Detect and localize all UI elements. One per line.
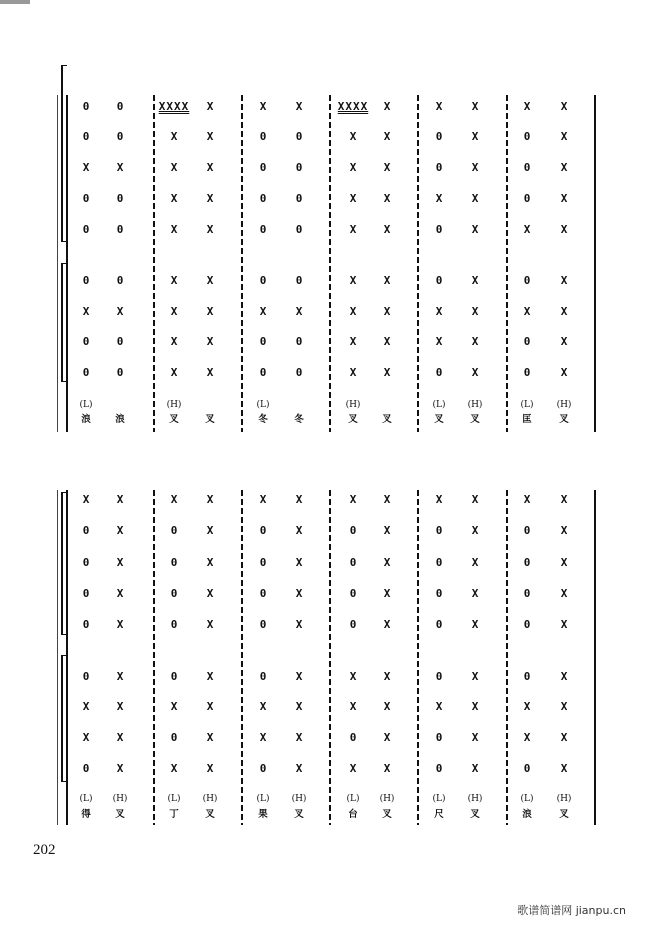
note: X [471,618,479,631]
hand-marker: (L) [167,794,181,804]
percussion-syllable: 叉 [382,809,392,820]
note: X [295,524,303,537]
note: 0 [259,130,267,143]
percussion-syllable: 叉 [559,414,569,425]
barline [594,95,596,432]
note: 0 [523,274,531,287]
note: 0 [295,366,303,379]
hand-marker: (H) [202,794,218,804]
barline [506,490,508,825]
note: 0 [435,670,443,683]
note: 0 [116,192,124,205]
note: 0 [295,274,303,287]
note: X [560,524,568,537]
note: 0 [435,731,443,744]
note: 0 [259,161,267,174]
barline [241,95,243,432]
percussion-syllable: 叉 [294,809,304,820]
hand-marker: (H) [166,400,182,410]
note: 0 [82,556,90,569]
barline [329,490,331,825]
note: X [560,223,568,236]
note: 0 [82,223,90,236]
hand-marker: (H) [556,794,572,804]
note: X [259,305,267,318]
note: X [435,100,443,113]
note: X [206,700,214,713]
hand-marker: (L) [256,400,270,410]
scan-edge-mark [0,0,30,4]
note: X [383,731,391,744]
note: X [170,130,178,143]
note: X [349,274,357,287]
note: X [116,618,124,631]
note: 0 [116,335,124,348]
beamed-note-group: XXXX [337,100,369,113]
note: X [170,305,178,318]
note: X [435,335,443,348]
note: 0 [259,524,267,537]
note: 0 [349,524,357,537]
note: X [116,161,124,174]
note: 0 [435,161,443,174]
note: X [206,556,214,569]
note: 0 [82,274,90,287]
note: X [206,223,214,236]
note: X [170,223,178,236]
note: 0 [523,762,531,775]
note: 0 [295,223,303,236]
note: X [116,762,124,775]
hand-marker: (H) [291,794,307,804]
hand-marker: (H) [379,794,395,804]
note: X [560,192,568,205]
barline [329,95,331,432]
note: X [295,618,303,631]
percussion-syllable: 叉 [434,414,444,425]
note: 0 [523,335,531,348]
note: 0 [259,587,267,600]
note: 0 [523,161,531,174]
note: X [523,700,531,713]
note: X [206,335,214,348]
note: X [206,587,214,600]
note: X [383,161,391,174]
note: X [523,305,531,318]
note: 0 [82,192,90,205]
note: X [206,100,214,113]
note: 0 [349,587,357,600]
note: X [116,587,124,600]
note: X [383,130,391,143]
note: 0 [523,618,531,631]
hand-marker: (L) [432,400,446,410]
page-number: 202 [33,842,56,858]
note: 0 [259,762,267,775]
note: X [170,192,178,205]
percussion-syllable: 果 [258,809,268,820]
note: X [471,305,479,318]
note: X [383,100,391,113]
percussion-syllable: 冬 [258,414,268,425]
note: X [206,618,214,631]
note: X [471,100,479,113]
note: X [560,493,568,506]
note: X [471,493,479,506]
hand-marker: (H) [112,794,128,804]
hand-marker: (L) [432,794,446,804]
note: X [383,192,391,205]
note: X [349,223,357,236]
note: X [383,524,391,537]
hand-marker: (H) [345,400,361,410]
note: 0 [82,762,90,775]
note: 0 [435,762,443,775]
system-bracket-line [57,490,58,825]
note: X [170,274,178,287]
note: 0 [523,556,531,569]
note: X [560,366,568,379]
note: 0 [170,587,178,600]
note: 0 [82,100,90,113]
note: X [170,161,178,174]
note: X [560,130,568,143]
note: X [471,700,479,713]
note: X [206,130,214,143]
hand-marker: (H) [467,794,483,804]
note: X [560,731,568,744]
note: 0 [259,223,267,236]
note: X [560,305,568,318]
note: X [383,493,391,506]
note: X [82,731,90,744]
note: X [206,493,214,506]
note: X [206,274,214,287]
hand-marker: (L) [520,400,534,410]
note: X [116,493,124,506]
note: 0 [116,100,124,113]
barline [417,95,419,432]
note: X [435,305,443,318]
note: 0 [82,130,90,143]
note: X [349,700,357,713]
note: X [116,524,124,537]
note: 0 [259,366,267,379]
note: 0 [349,618,357,631]
percussion-syllable: 冬 [294,414,304,425]
note: X [471,366,479,379]
note: X [259,731,267,744]
percussion-syllable: 台 [348,809,358,820]
note: X [523,100,531,113]
note: 0 [82,335,90,348]
note: X [383,762,391,775]
note: X [116,670,124,683]
barline [66,95,68,432]
note: 0 [82,670,90,683]
note: X [471,670,479,683]
note: X [471,587,479,600]
percussion-syllable: 得 [81,809,91,820]
note: X [349,335,357,348]
note: X [435,493,443,506]
barline [594,490,596,825]
note: 0 [523,192,531,205]
system-bracket-line [57,95,58,432]
note: X [259,100,267,113]
note: 0 [435,524,443,537]
note: 0 [259,670,267,683]
percussion-syllable: 叉 [115,809,125,820]
note: 0 [170,670,178,683]
percussion-syllable: 丁 [169,809,179,820]
percussion-syllable: 叉 [470,414,480,425]
note: X [523,223,531,236]
beamed-note-group: XXXX [158,100,190,113]
note: X [295,556,303,569]
note: X [116,305,124,318]
note: X [471,223,479,236]
note: X [383,366,391,379]
note: X [170,366,178,379]
note: 0 [435,274,443,287]
note: X [523,731,531,744]
note: X [560,762,568,775]
note: X [560,100,568,113]
note: X [383,274,391,287]
note: X [471,192,479,205]
note: X [295,587,303,600]
percussion-syllable: 叉 [382,414,392,425]
note: X [295,100,303,113]
note: X [206,524,214,537]
note: X [383,305,391,318]
note: 0 [116,130,124,143]
note: 0 [116,366,124,379]
note: 0 [295,335,303,348]
note: X [295,731,303,744]
note: X [349,493,357,506]
hand-marker: (H) [556,400,572,410]
note: X [471,335,479,348]
note: 0 [523,524,531,537]
note: X [560,670,568,683]
note: 0 [435,223,443,236]
note: X [471,524,479,537]
note: X [383,556,391,569]
note: 0 [170,618,178,631]
percussion-syllable: 浪 [115,414,125,425]
note: X [295,762,303,775]
note: X [116,731,124,744]
percussion-syllable: 叉 [559,809,569,820]
hand-marker: (L) [79,794,93,804]
note: 0 [259,335,267,348]
note: X [560,274,568,287]
hand-marker: (L) [79,400,93,410]
barline [417,490,419,825]
note: X [383,700,391,713]
note: 0 [295,130,303,143]
barline [153,490,155,825]
note: X [259,493,267,506]
note: X [349,762,357,775]
note: X [471,130,479,143]
note: X [82,493,90,506]
note: X [206,161,214,174]
note: X [349,130,357,143]
note: X [116,700,124,713]
note: 0 [523,587,531,600]
hand-marker: (L) [256,794,270,804]
note: 0 [82,524,90,537]
note: X [523,493,531,506]
percussion-syllable: 尺 [434,809,444,820]
barline [506,95,508,432]
percussion-syllable: 浪 [522,809,532,820]
percussion-syllable: 叉 [205,809,215,820]
note: 0 [170,524,178,537]
hand-marker: (H) [467,400,483,410]
note: X [383,618,391,631]
barline [66,490,68,825]
note: X [170,493,178,506]
note: 0 [523,670,531,683]
percussion-syllable: 叉 [348,414,358,425]
note: X [435,192,443,205]
note: 0 [435,556,443,569]
hand-marker: (L) [520,794,534,804]
note: X [82,700,90,713]
note: 0 [259,556,267,569]
note: X [206,366,214,379]
percussion-syllable: 叉 [205,414,215,425]
percussion-syllable: 匡 [522,414,532,425]
note: X [259,700,267,713]
percussion-syllable: 浪 [81,414,91,425]
note: X [295,493,303,506]
note: 0 [116,223,124,236]
barline [241,490,243,825]
hand-marker: (L) [346,794,360,804]
note: 0 [435,587,443,600]
note: X [116,556,124,569]
note: 0 [349,731,357,744]
note: 0 [523,130,531,143]
note: 0 [170,556,178,569]
note: X [560,161,568,174]
note: 0 [295,161,303,174]
note: X [560,700,568,713]
note: X [206,762,214,775]
note: X [170,762,178,775]
note: 0 [82,587,90,600]
note: 0 [259,192,267,205]
note: X [471,274,479,287]
note: 0 [82,366,90,379]
percussion-syllable: 叉 [470,809,480,820]
note: X [206,731,214,744]
note: X [349,305,357,318]
note: X [295,700,303,713]
note: X [383,335,391,348]
note: X [170,335,178,348]
note: X [349,366,357,379]
note: 0 [435,130,443,143]
note: X [560,556,568,569]
note: 0 [435,618,443,631]
note: X [560,335,568,348]
note: X [471,731,479,744]
note: X [206,192,214,205]
note: 0 [295,192,303,205]
note: X [471,556,479,569]
note: X [349,670,357,683]
note: X [435,700,443,713]
barline [153,95,155,432]
note: 0 [259,274,267,287]
note: X [560,618,568,631]
note: X [170,700,178,713]
note: 0 [116,274,124,287]
note: X [471,762,479,775]
note: X [383,670,391,683]
note: X [349,192,357,205]
note: X [206,305,214,318]
note: X [383,223,391,236]
note: 0 [82,618,90,631]
note: X [560,587,568,600]
watermark: 歌谱简谱网 jianpu.cn [517,904,626,917]
note: X [295,670,303,683]
note: X [82,305,90,318]
note: 0 [259,618,267,631]
note: X [295,305,303,318]
note: 0 [523,366,531,379]
note: X [383,587,391,600]
note: 0 [349,556,357,569]
note: 0 [435,366,443,379]
note: X [82,161,90,174]
note: X [206,670,214,683]
note: X [471,161,479,174]
percussion-syllable: 叉 [169,414,179,425]
note: 0 [170,731,178,744]
note: X [349,161,357,174]
